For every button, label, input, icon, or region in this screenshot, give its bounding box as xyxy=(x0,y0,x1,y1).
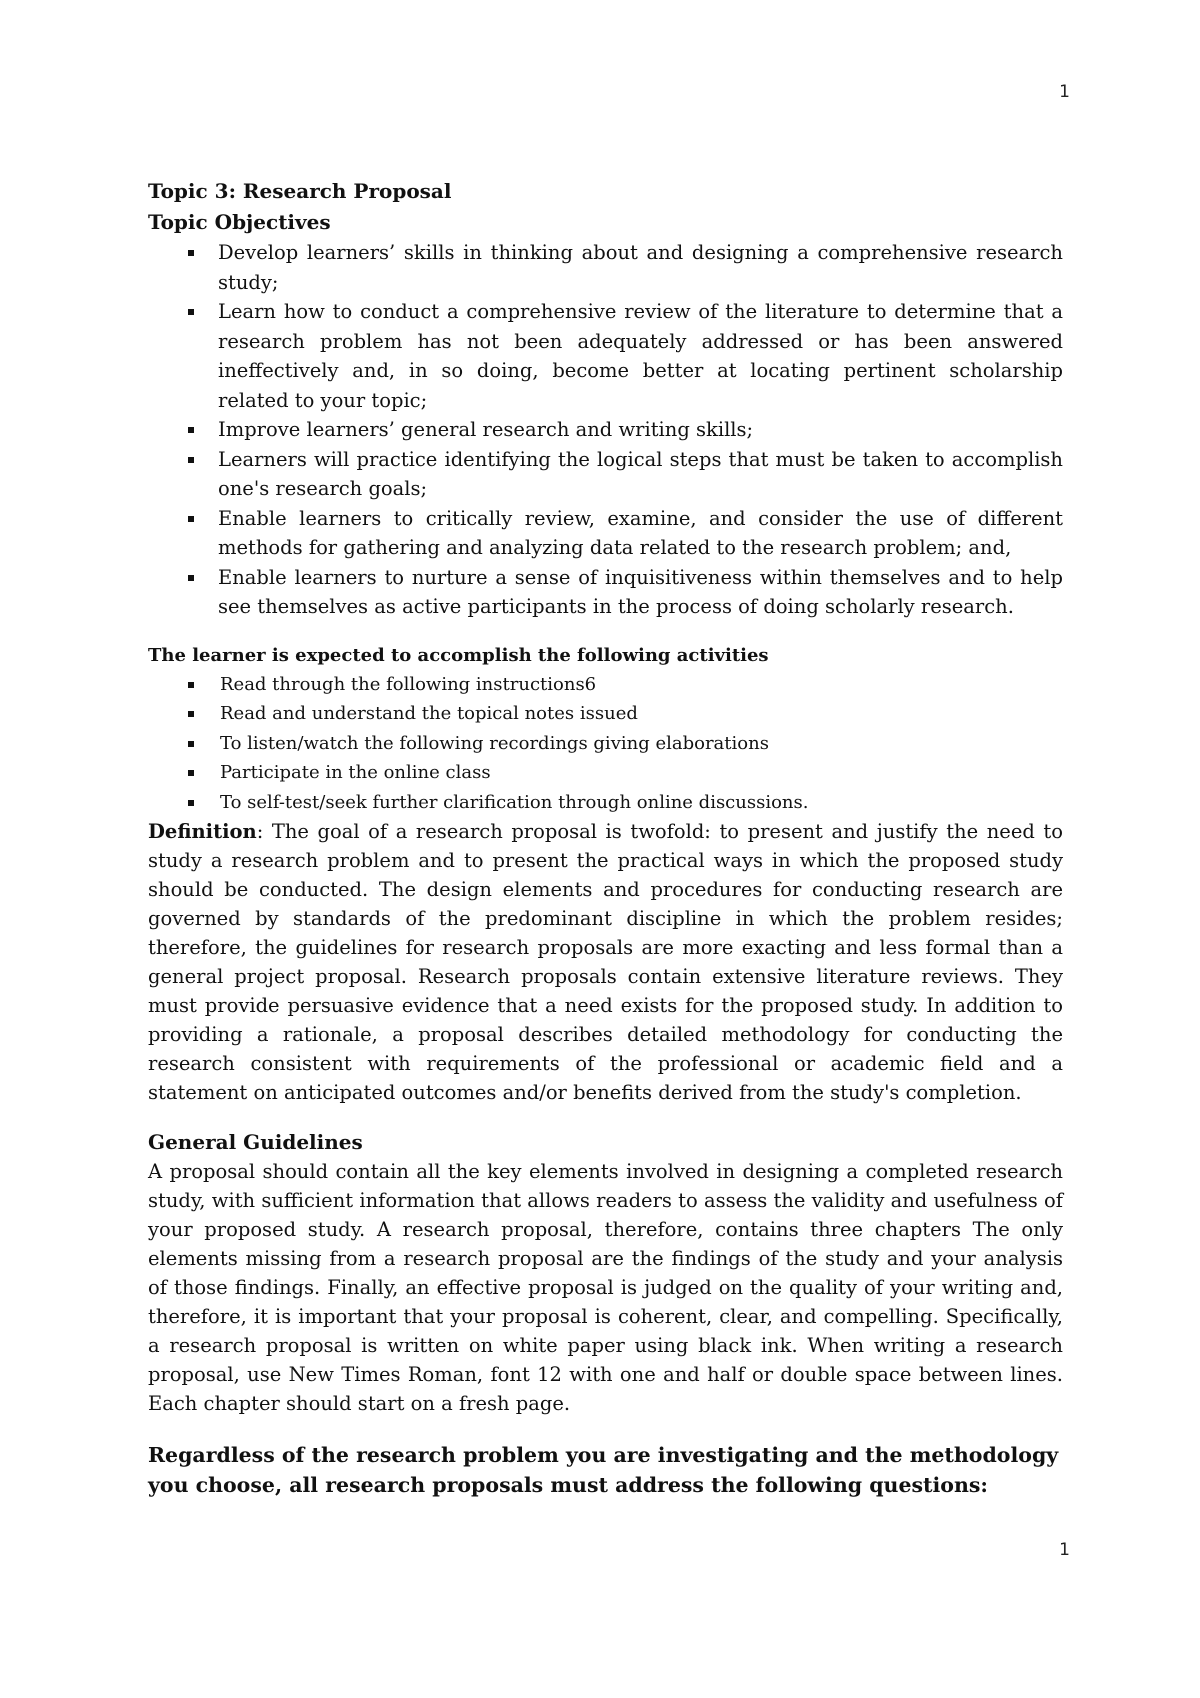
activities-heading: The learner is expected to accomplish the following activities xyxy=(148,644,769,666)
objectives-heading: Topic Objectives xyxy=(148,210,331,234)
definition-paragraph xyxy=(148,817,1063,1107)
definition-text: : The goal of a research proposal is twofold: to present and justify the need to study a research problem and to present the practical ways in which the proposed study should be conducted. The design elements and procedures for conducting research are governed by standards of the predominant discipline in which the problem resides; therefore, the guidelines for research proposals are more exacting and less formal than a general project proposal. Research proposals contain extensive literature reviews. They must provide persuasive evidence that a need exists for the proposed study. In addition to providing a rationale, a proposal describes detailed methodology for conducting the research consistent with requirements of the professional or academic field and a statement on anticipated outcomes and/or benefits derived from the study's completion. xyxy=(148,820,1063,1104)
objective-item: Learn how to conduct a comprehensive review of the literature to determine that a research problem has not been adequately addressed or has been answered ineffectively and, in so doing, become better at locating pertinent scholarship related to your topic; xyxy=(148,297,1063,415)
objective-item: Enable learners to nurture a sense of inquisitiveness within themselves and to help see themselves as active participants in the process of doing scholarly research. xyxy=(148,563,1063,622)
activity-item: Participate in the online class xyxy=(148,758,1063,788)
page-number-bottom: 1 xyxy=(1059,1540,1070,1560)
document-title: Topic 3: Research Proposal xyxy=(148,179,452,203)
guidelines-heading: General Guidelines xyxy=(148,1130,363,1154)
objective-item: Develop learners’ skills in thinking about and designing a comprehensive research study; xyxy=(148,238,1063,297)
objective-item: Improve learners’ general research and writing skills; xyxy=(148,415,1063,445)
activity-item: Read and understand the topical notes issued xyxy=(148,699,1063,729)
document-body xyxy=(148,176,1063,1500)
activities-list xyxy=(148,670,1063,818)
page-number-top: 1 xyxy=(1059,82,1070,102)
activity-item: To self-test/seek further clarification through online discussions. xyxy=(148,788,1063,818)
definition-label: Definition xyxy=(148,820,257,843)
objective-item: Enable learners to critically review, examine, and consider the use of different methods for gathering and analyzing data related to the research problem; and, xyxy=(148,504,1063,563)
objective-item: Learners will practice identifying the logical steps that must be taken to accomplish one's research goals; xyxy=(148,445,1063,504)
objectives-list xyxy=(148,238,1063,622)
activity-item: Read through the following instructions6 xyxy=(148,670,1063,700)
guidelines-paragraph: A proposal should contain all the key elements involved in designing a completed research study, with sufficient information that allows readers to assess the validity and usefulness of your proposed study. A research proposal, therefore, contains three chapters The only elements missing from a research proposal are the findings of the study and your analysis of those findings. Finally, an effective proposal is judged on the quality of your writing and, therefore, it is important that your proposal is coherent, clear, and compelling. Specifically, a research proposal is written on white paper using black ink. When writing a research proposal, use New Times Roman, font 12 with one and half or double space between lines. Each chapter should start on a fresh page. xyxy=(148,1160,1063,1415)
activity-item: To listen/watch the following recordings giving elaborations xyxy=(148,729,1063,759)
questions-heading: Regardless of the research problem you are investigating and the methodology you choose, all research proposals must address the following questions: xyxy=(148,1443,1059,1497)
